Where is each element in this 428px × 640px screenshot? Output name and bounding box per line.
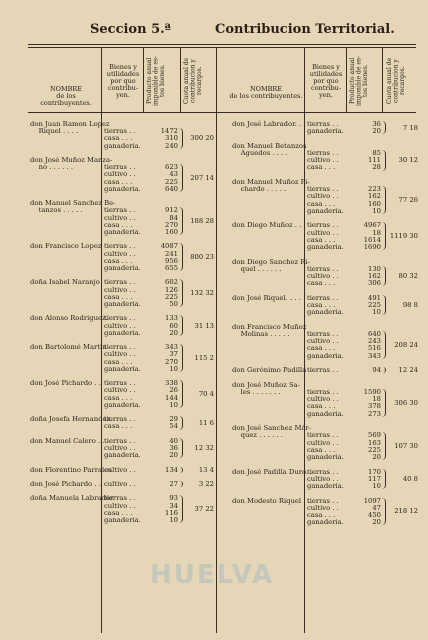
goods-type: tierras . . xyxy=(307,496,339,505)
goods-row xyxy=(307,309,381,316)
product-value: 20 xyxy=(169,451,178,460)
goods-row xyxy=(307,367,381,374)
contributor-name: don José Padilla Duro. xyxy=(232,467,309,476)
product-value: 18 xyxy=(372,228,381,237)
goods-type: casa . . . xyxy=(104,393,133,402)
goods-type: casa . . . xyxy=(307,344,336,353)
goods-type: ganaderia. xyxy=(307,481,344,490)
contributor-name: don Juan Ramon Lopez Riquel . . . . xyxy=(30,120,110,136)
goods-type: ganaderia. xyxy=(307,308,344,317)
product-value: 640 xyxy=(368,329,381,338)
section-number: Seccion 5.ª xyxy=(90,22,171,37)
quota-total: 1119 30 xyxy=(389,232,418,241)
product-value: 225 xyxy=(368,300,381,309)
col-heading-name: NOMBRE de los contribuyentes. xyxy=(40,85,92,107)
goods-row xyxy=(104,366,178,373)
goods-type: casa . . . xyxy=(307,402,336,411)
product-value: 270 xyxy=(165,220,178,229)
goods-type: casa . . . xyxy=(104,134,133,143)
quota-total: 13 4 xyxy=(198,465,214,474)
quota-total: 132 32 xyxy=(190,289,214,298)
product-value: 306 xyxy=(368,279,381,288)
goods-type: tierras . . xyxy=(104,278,136,287)
product-value: 1590 xyxy=(363,387,381,396)
goods-type: tierras . . xyxy=(104,242,136,251)
goods-type: tierras . . xyxy=(307,366,339,375)
product-value: 34 xyxy=(169,501,178,510)
goods-type: cultivo . . xyxy=(104,321,136,330)
col-divider xyxy=(180,48,181,112)
contributor-name: don José Riquel. . . . xyxy=(232,293,301,302)
goods-type: cultivo . . xyxy=(104,170,136,179)
goods-type: cultivo . . xyxy=(104,350,136,359)
col-divider xyxy=(382,48,383,112)
product-value: 10 xyxy=(169,400,178,409)
goods-type: ganaderia. xyxy=(104,184,141,193)
quota-total: 115 2 xyxy=(194,353,214,362)
goods-type: tierras . . xyxy=(307,148,339,157)
goods-row xyxy=(104,186,178,193)
brace xyxy=(382,432,386,460)
goods-type: ganaderia. xyxy=(104,400,141,409)
product-value: 162 xyxy=(368,271,381,280)
product-value: 47 xyxy=(372,503,381,512)
goods-type: casa . . . xyxy=(307,445,336,454)
product-value: 10 xyxy=(372,481,381,490)
col-divider xyxy=(101,48,102,633)
goods-row xyxy=(307,128,381,135)
brace xyxy=(382,150,386,171)
col-heading-quota: Cuota anual de contribucion y recargos. xyxy=(183,57,203,105)
product-value: 27 xyxy=(169,480,178,488)
product-value: 10 xyxy=(372,206,381,215)
product-value: 640 xyxy=(165,184,178,193)
product-value: 10 xyxy=(169,364,178,373)
quota-total: 208 24 xyxy=(394,340,418,349)
quota-total: 306 30 xyxy=(394,398,418,407)
product-value: 10 xyxy=(169,515,178,524)
product-value: 655 xyxy=(165,263,178,272)
goods-type: cultivo . . xyxy=(307,192,339,201)
brace xyxy=(179,128,183,149)
brace xyxy=(382,295,386,316)
goods-type: casa . . . xyxy=(104,292,133,301)
goods-type: ganaderia. xyxy=(307,206,344,215)
product-value: 117 xyxy=(368,474,381,483)
product-value: 378 xyxy=(368,402,381,411)
product-value: 241 xyxy=(165,249,178,258)
goods-type: cultivo . . xyxy=(104,465,136,474)
quota-total: 30 12 xyxy=(398,156,418,165)
quota-total: 107 30 xyxy=(394,442,418,451)
goods-row xyxy=(104,467,178,474)
product-value: 20 xyxy=(372,127,381,136)
product-value: 225 xyxy=(165,177,178,186)
goods-type: ganaderia. xyxy=(104,299,141,308)
contributor-name: don José Pichardo . . xyxy=(30,379,101,388)
goods-type: cultivo . . xyxy=(104,249,136,258)
goods-type: casa . . . xyxy=(104,357,133,366)
goods-type: tierras . . xyxy=(307,264,339,273)
product-value: 111 xyxy=(368,156,381,165)
contributor-name: don Diego Sanchez Ri- quel . . . . . . xyxy=(232,257,310,273)
quota-total: 7 18 xyxy=(402,123,418,132)
contributor-name: don José Pichardo . . xyxy=(30,480,101,488)
product-value: 20 xyxy=(372,452,381,461)
goods-row xyxy=(104,301,178,308)
product-value: 93 xyxy=(169,494,178,503)
goods-type: cultivo . . xyxy=(307,474,339,483)
contributor-name: don José Sanchez Már- quez . . . . . . xyxy=(232,424,312,440)
brace xyxy=(179,495,183,523)
brace xyxy=(382,222,386,250)
goods-type: cultivo . . xyxy=(307,271,339,280)
col-heading-name-right: NOMBRE de los contribuyentes. xyxy=(229,85,303,100)
goods-type: ganaderia. xyxy=(307,518,344,527)
goods-row xyxy=(307,280,381,287)
product-value: 163 xyxy=(368,438,381,447)
quota-total: 207 14 xyxy=(190,174,214,182)
goods-type: cultivo . . xyxy=(104,443,136,452)
goods-type: tierras . . xyxy=(104,436,136,445)
goods-type: tierras . . xyxy=(307,387,339,396)
product-value: 36 xyxy=(372,120,381,128)
goods-type: casa . . . xyxy=(307,163,336,172)
contributor-name: don José Labrador. . . xyxy=(232,120,306,128)
goods-type: tierras . . xyxy=(104,494,136,503)
goods-type: tierras . . xyxy=(307,467,339,476)
brace xyxy=(179,243,183,271)
brace xyxy=(382,389,386,417)
brace xyxy=(179,416,183,429)
goods-row xyxy=(307,244,381,251)
quota-total: 80 32 xyxy=(398,271,418,280)
product-value: 133 xyxy=(165,314,178,323)
col-divider xyxy=(346,48,347,112)
goods-row xyxy=(104,143,178,150)
quota-total: 70 4 xyxy=(198,389,214,398)
product-value: 243 xyxy=(368,337,381,346)
brace xyxy=(382,331,386,359)
brace xyxy=(179,481,183,487)
product-value: 343 xyxy=(368,351,381,360)
goods-type: cultivo . . xyxy=(104,285,136,294)
product-value: 170 xyxy=(368,467,381,476)
product-value: 94 xyxy=(372,366,381,375)
brace xyxy=(179,344,183,372)
goods-row xyxy=(307,454,381,461)
product-value: 37 xyxy=(169,350,178,359)
goods-type: cultivo . . xyxy=(307,337,339,346)
goods-type: ganaderia. xyxy=(307,242,344,251)
brace xyxy=(382,266,386,287)
contributor-name: don Manuel Betanzos Aguedos . . . . xyxy=(232,141,307,157)
goods-type: casa . . . xyxy=(307,300,336,309)
product-value: 623 xyxy=(165,163,178,172)
goods-type: ganaderia. xyxy=(104,328,141,337)
contributor-name: don Diego Muñoz . . . xyxy=(232,221,306,230)
product-value: 134 xyxy=(165,465,178,474)
goods-type: tierras . . xyxy=(307,185,339,194)
brace xyxy=(179,467,183,473)
top-rule-2 xyxy=(28,47,416,48)
quota-total: 98 8 xyxy=(402,300,418,309)
goods-type: casa . . . xyxy=(104,220,133,229)
goods-row xyxy=(307,411,381,418)
product-value: 223 xyxy=(368,185,381,194)
goods-type: cultivo . . xyxy=(104,501,136,510)
quota-total: 800 23 xyxy=(190,253,214,262)
goods-type: casa . . . xyxy=(307,510,336,519)
product-value: 26 xyxy=(169,386,178,395)
contributor-name: don Manuel Sanchez Be- tanzos . . . . . xyxy=(30,199,116,215)
col-heading-goods: Bienes y utilidades por que contribu- yen. xyxy=(106,63,140,99)
product-value: 4087 xyxy=(160,242,178,251)
goods-type: tierras . . xyxy=(104,379,136,388)
goods-type: tierras . . xyxy=(307,120,339,128)
brace xyxy=(382,367,386,373)
product-value: 602 xyxy=(165,278,178,287)
contributor-name: don Gerónimo Padilla xyxy=(232,366,307,375)
product-value: 54 xyxy=(169,422,178,431)
brace xyxy=(179,438,183,459)
goods-type: tierras . . xyxy=(104,127,136,136)
goods-type: casa . . . xyxy=(307,279,336,288)
goods-type: cultivo . . xyxy=(104,386,136,395)
brace xyxy=(382,469,386,490)
product-value: 225 xyxy=(165,292,178,301)
contributor-name: don Manuel Muñoz Pi- chardo . . . . . xyxy=(232,178,310,194)
goods-type: ganaderia. xyxy=(104,141,141,150)
goods-row xyxy=(104,229,178,236)
product-value: 160 xyxy=(165,227,178,236)
brace xyxy=(382,121,386,134)
product-value: 28 xyxy=(372,163,381,172)
product-value: 516 xyxy=(368,344,381,353)
quota-total: 37 22 xyxy=(194,505,214,514)
goods-row xyxy=(307,208,381,215)
quota-total: 12 24 xyxy=(398,366,418,375)
product-value: 60 xyxy=(169,321,178,330)
product-value: 1614 xyxy=(363,235,381,244)
product-value: 450 xyxy=(368,510,381,519)
contributor-name: don Bartolomé Martin xyxy=(30,343,107,352)
product-value: 18 xyxy=(372,395,381,404)
contributor-name: don Manuel Calero . . xyxy=(30,436,105,445)
goods-row xyxy=(104,265,178,272)
goods-type: ganaderia. xyxy=(307,127,344,136)
goods-type: tierras . . xyxy=(104,343,136,352)
product-value: 912 xyxy=(165,206,178,215)
goods-type: ganaderia. xyxy=(104,515,141,524)
col-heading-goods-right: Bienes y utilidades por que contribu- yen. xyxy=(309,63,343,99)
contributor-name: don José Muñoz Sa- les . . . . . . . xyxy=(232,380,301,396)
goods-row xyxy=(307,353,381,360)
goods-type: ganaderia. xyxy=(104,227,141,236)
quota-total: 188 28 xyxy=(190,217,214,226)
header-bottom-rule xyxy=(28,112,416,113)
goods-type: cultivo . . xyxy=(104,480,136,488)
product-value: 1472 xyxy=(160,127,178,136)
brace xyxy=(179,315,183,336)
product-value: 85 xyxy=(372,148,381,157)
col-heading-product-right: Producto anual imponible de es- tos bienes. xyxy=(349,55,369,107)
watermark: HUELVA xyxy=(150,560,275,590)
product-value: 4967 xyxy=(363,221,381,230)
goods-type: tierras . . xyxy=(307,329,339,338)
product-value: 338 xyxy=(165,379,178,388)
product-value: 491 xyxy=(368,293,381,302)
product-value: 956 xyxy=(165,256,178,265)
goods-type: tierras . . xyxy=(104,206,136,215)
product-value: 20 xyxy=(372,518,381,527)
goods-row xyxy=(104,452,178,459)
goods-type: casa . . . xyxy=(307,199,336,208)
product-value: 50 xyxy=(169,299,178,308)
goods-type: ganaderia. xyxy=(307,351,344,360)
goods-type: cultivo . . xyxy=(307,395,339,404)
product-value: 270 xyxy=(165,357,178,366)
quota-total: 3 22 xyxy=(198,480,214,488)
quota-total: 31 13 xyxy=(194,321,214,330)
col-heading-quota-right: Cuota anual de contribucion y recargos. xyxy=(386,57,406,105)
top-rule xyxy=(28,44,416,45)
contributor-name: don Francisco Lopez xyxy=(30,242,102,251)
brace xyxy=(179,380,183,408)
brace xyxy=(179,164,183,192)
goods-row xyxy=(104,402,178,409)
product-value: 43 xyxy=(169,170,178,179)
product-value: 343 xyxy=(165,343,178,352)
goods-row xyxy=(104,423,178,430)
goods-type: tierras . . xyxy=(307,221,339,230)
product-value: 84 xyxy=(169,213,178,222)
product-value: 29 xyxy=(169,415,178,424)
product-value: 130 xyxy=(368,264,381,273)
product-value: 1097 xyxy=(363,496,381,505)
contributor-name: doña Manuela Labrador xyxy=(30,494,114,503)
goods-row xyxy=(307,164,381,171)
goods-type: casa . . . xyxy=(104,508,133,517)
product-value: 225 xyxy=(368,445,381,454)
goods-row xyxy=(307,519,381,526)
page-title: Contribucion Territorial. xyxy=(215,22,395,37)
goods-type: tierras . . xyxy=(104,163,136,172)
contributor-name: don José Muñoz Manza- no . . . . . . xyxy=(30,156,113,172)
quota-total: 12 32 xyxy=(194,443,214,452)
goods-type: tierras . . xyxy=(104,314,136,323)
goods-type: ganaderia. xyxy=(307,409,344,418)
quota-total: 300 20 xyxy=(190,134,214,143)
product-value: 126 xyxy=(165,285,178,294)
product-value: 40 xyxy=(169,436,178,445)
goods-type: cultivo . . xyxy=(307,438,339,447)
contributor-name: doña Isabel Naranjo xyxy=(30,278,100,287)
goods-row xyxy=(104,517,178,524)
quota-total: 40 8 xyxy=(402,474,418,483)
goods-type: tierras . . xyxy=(307,293,339,302)
product-value: 144 xyxy=(165,393,178,402)
col-center-divider xyxy=(216,48,217,633)
goods-type: casa . . . xyxy=(104,177,133,186)
product-value: 1690 xyxy=(363,242,381,251)
goods-type: ganaderia. xyxy=(307,452,344,461)
contributor-name: doña Josefa Hernandez. xyxy=(30,415,113,424)
quota-total: 77 26 xyxy=(398,196,418,204)
contributor-name: don Alonso Rodriguez. xyxy=(30,314,108,323)
product-value: 569 xyxy=(368,431,381,440)
brace xyxy=(382,498,386,526)
product-value: 162 xyxy=(368,192,381,201)
goods-row xyxy=(307,483,381,490)
product-value: 116 xyxy=(165,508,178,517)
col-divider xyxy=(304,48,305,633)
goods-type: casa . . . xyxy=(104,256,133,265)
product-value: 20 xyxy=(169,328,178,337)
contributor-name: don Francisco Muñoz Molinas . . . . . xyxy=(232,322,307,338)
col-divider xyxy=(143,48,144,112)
goods-type: ganaderia. xyxy=(104,263,141,272)
product-value: 240 xyxy=(165,141,178,150)
goods-type: cultivo . . xyxy=(307,503,339,512)
product-value: 36 xyxy=(169,443,178,452)
product-value: 10 xyxy=(372,308,381,317)
goods-type: cultivo . . xyxy=(104,213,136,222)
product-value: 273 xyxy=(368,409,381,418)
goods-row xyxy=(104,481,178,488)
brace xyxy=(179,279,183,307)
quota-total: 11 6 xyxy=(198,418,214,427)
goods-type: ganaderia. xyxy=(104,451,141,460)
goods-type: cultivo . . xyxy=(307,228,339,237)
quota-total: 218 12 xyxy=(394,507,418,516)
goods-type: casa . . . xyxy=(307,235,336,244)
page-header xyxy=(0,22,428,40)
product-value: 160 xyxy=(368,199,381,208)
goods-type: ganaderia. xyxy=(104,364,141,373)
contributor-name: don Florentino Parrales xyxy=(30,465,112,474)
brace xyxy=(382,186,386,214)
brace xyxy=(179,207,183,235)
contributor-name: don Modesto Riquel . . xyxy=(232,496,310,505)
goods-type: tierras . . xyxy=(307,431,339,440)
goods-row xyxy=(104,330,178,337)
col-heading-product: Producto anual imponible de es- tos bienes. xyxy=(146,55,166,107)
goods-type: cultivo . . xyxy=(307,156,339,165)
goods-type: tierras . . xyxy=(104,415,136,424)
product-value: 310 xyxy=(165,134,178,143)
goods-type: casa . . . xyxy=(104,422,133,431)
